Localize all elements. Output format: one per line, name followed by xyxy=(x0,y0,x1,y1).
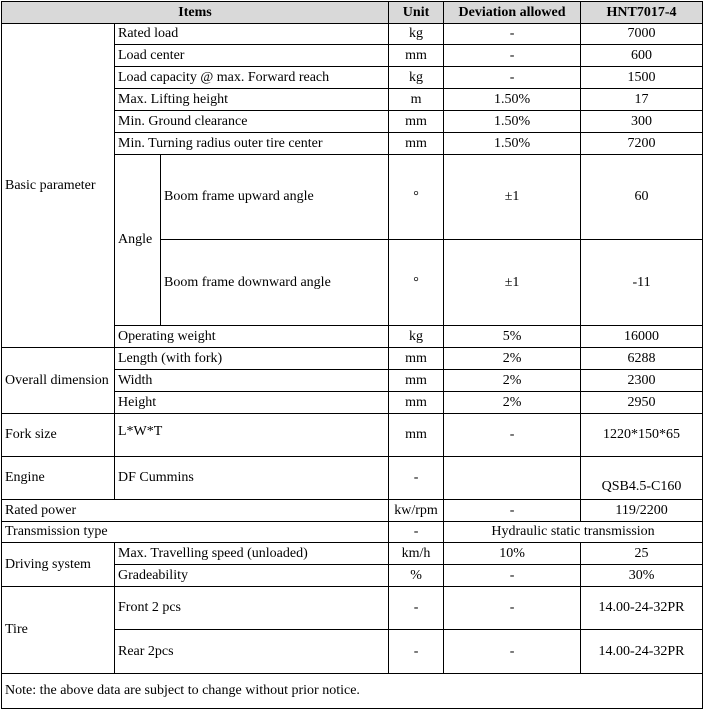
param-unit: kg xyxy=(389,67,444,89)
param-deviation: - xyxy=(444,587,581,630)
param-name: Height xyxy=(115,392,389,414)
param-name: Width xyxy=(115,370,389,392)
param-unit: - xyxy=(389,630,444,674)
param-name: Boom frame upward angle xyxy=(161,155,389,240)
param-value: 2300 xyxy=(581,370,703,392)
param-name: Load capacity @ max. Forward reach xyxy=(115,67,389,89)
param-value: 60 xyxy=(581,155,703,240)
param-value: 30% xyxy=(581,565,703,587)
param-name: Min. Turning radius outer tire center xyxy=(115,133,389,155)
param-value: 2950 xyxy=(581,392,703,414)
group-label-engine: Engine xyxy=(2,457,115,500)
param-value: 300 xyxy=(581,111,703,133)
param-name: Boom frame downward angle xyxy=(161,240,389,326)
group-label-transmission: Transmission type xyxy=(2,522,389,543)
param-unit: mm xyxy=(389,45,444,67)
param-deviation: - xyxy=(444,630,581,674)
table-row xyxy=(2,522,703,543)
param-deviation: 2% xyxy=(444,348,581,370)
param-name: Gradeability xyxy=(115,565,389,587)
group-label-fork: Fork size xyxy=(2,414,115,457)
param-value: 119/2200 xyxy=(581,500,703,522)
group-label-overall: Overall dimension xyxy=(2,348,115,414)
header-items: Items xyxy=(2,2,389,24)
param-unit: m xyxy=(389,89,444,111)
param-name: Front 2 pcs xyxy=(115,587,389,630)
param-name: Length (with fork) xyxy=(115,348,389,370)
param-unit: mm xyxy=(389,414,444,457)
param-unit: km/h xyxy=(389,543,444,565)
param-unit: kw/rpm xyxy=(389,500,444,522)
param-value: 16000 xyxy=(581,326,703,348)
param-deviation: - xyxy=(444,45,581,67)
param-value: 1220*150*65 xyxy=(581,414,703,457)
table-row xyxy=(2,24,703,45)
param-deviation: 1.50% xyxy=(444,89,581,111)
table-row xyxy=(2,543,703,565)
param-value: 14.00-24-32PR xyxy=(581,630,703,674)
param-deviation: - xyxy=(444,24,581,45)
param-name: DF Cummins xyxy=(115,457,389,500)
param-deviation: 1.50% xyxy=(444,111,581,133)
header-model: HNT7017-4 xyxy=(581,2,703,24)
param-name: Operating weight xyxy=(115,326,389,348)
header-unit: Unit xyxy=(389,2,444,24)
param-name: Rear 2pcs xyxy=(115,630,389,674)
group-label-basic: Basic parameter xyxy=(2,24,115,348)
param-deviation: - xyxy=(444,500,581,522)
param-value: 1500 xyxy=(581,67,703,89)
param-value: 14.00-24-32PR xyxy=(581,587,703,630)
param-unit: - xyxy=(389,587,444,630)
param-value: 25 xyxy=(581,543,703,565)
param-unit: kg xyxy=(389,24,444,45)
param-unit: mm xyxy=(389,392,444,414)
param-deviation: ±1 xyxy=(444,240,581,326)
param-unit: - xyxy=(389,522,444,543)
footnote: Note: the above data are subject to change without prior notice. xyxy=(2,674,703,709)
param-value: Hydraulic static transmission xyxy=(444,522,703,543)
table-row xyxy=(2,348,703,370)
group-label-power: Rated power xyxy=(2,500,389,522)
note-row xyxy=(2,674,703,709)
param-value: 17 xyxy=(581,89,703,111)
param-value: -11 xyxy=(581,240,703,326)
param-deviation: 2% xyxy=(444,392,581,414)
param-deviation: 5% xyxy=(444,326,581,348)
param-unit: mm xyxy=(389,348,444,370)
angle-label: Angle xyxy=(115,155,161,326)
param-deviation xyxy=(444,457,581,500)
param-deviation: - xyxy=(444,67,581,89)
param-value: 7000 xyxy=(581,24,703,45)
header-deviation: Deviation allowed xyxy=(444,2,581,24)
header-row xyxy=(2,2,703,24)
table-row xyxy=(2,414,703,457)
param-unit: ° xyxy=(389,155,444,240)
param-unit: mm xyxy=(389,133,444,155)
param-name: Max. Lifting height xyxy=(115,89,389,111)
param-value: 6288 xyxy=(581,348,703,370)
table-row xyxy=(2,587,703,630)
param-deviation: ±1 xyxy=(444,155,581,240)
param-unit: mm xyxy=(389,111,444,133)
param-deviation: 2% xyxy=(444,370,581,392)
param-unit: mm xyxy=(389,370,444,392)
param-deviation: 1.50% xyxy=(444,133,581,155)
spec-table xyxy=(1,1,703,709)
param-deviation: - xyxy=(444,565,581,587)
group-label-tire: Tire xyxy=(2,587,115,674)
param-value: 600 xyxy=(581,45,703,67)
param-name: Rated load xyxy=(115,24,389,45)
param-unit: % xyxy=(389,565,444,587)
param-name: Max. Travelling speed (unloaded) xyxy=(115,543,389,565)
param-name: Min. Ground clearance xyxy=(115,111,389,133)
param-unit: - xyxy=(389,457,444,500)
param-name: L*W*T xyxy=(115,414,389,457)
param-value: 7200 xyxy=(581,133,703,155)
param-value: QSB4.5-C160 xyxy=(581,457,703,500)
group-label-driving: Driving system xyxy=(2,543,115,587)
param-unit: kg xyxy=(389,326,444,348)
table-row xyxy=(2,457,703,500)
param-deviation: - xyxy=(444,414,581,457)
param-unit: ° xyxy=(389,240,444,326)
param-name: Load center xyxy=(115,45,389,67)
param-deviation: 10% xyxy=(444,543,581,565)
table-row xyxy=(2,500,703,522)
